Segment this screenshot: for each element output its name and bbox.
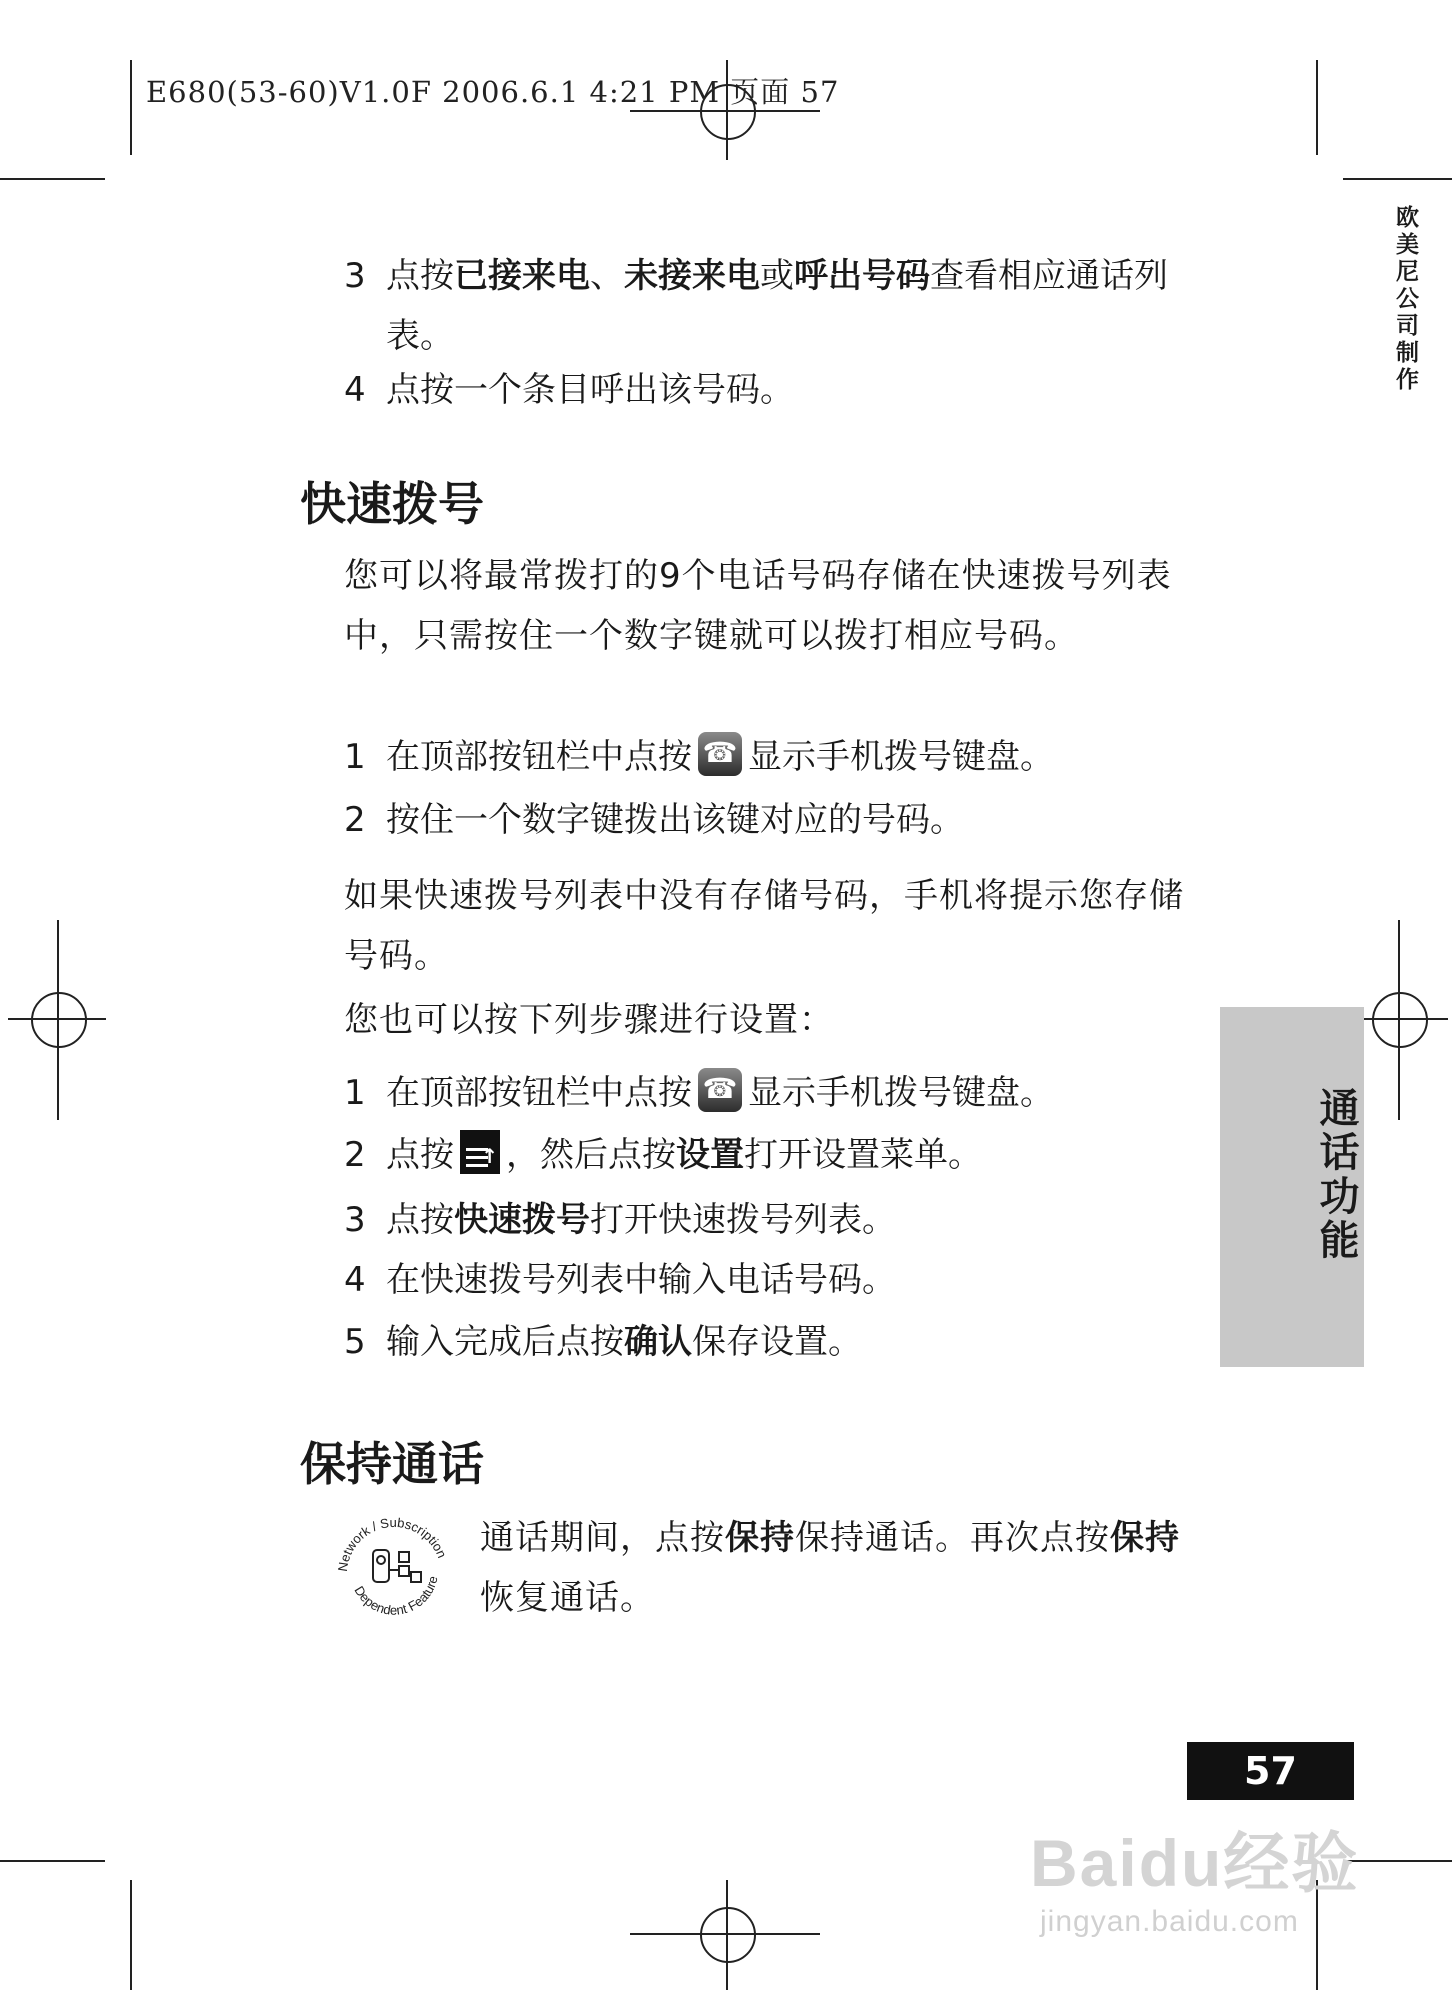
section-side-tab xyxy=(1220,1007,1364,1367)
step-number: 1 xyxy=(344,737,366,777)
badge-bottom-text: Dependent Feature xyxy=(351,1574,441,1618)
step-number: 3 xyxy=(344,1200,366,1240)
crop-mark xyxy=(1316,60,1318,155)
step-3-top xyxy=(344,246,1194,366)
step-text: 在快速拨号列表中输入电话号码。 xyxy=(386,1260,896,1300)
setup-step-2 xyxy=(344,1125,1194,1185)
registration-mark xyxy=(1372,992,1428,1048)
step-text: 点按已接来电、未接来电或呼出号码查看相应通话列表。 xyxy=(386,256,1168,356)
step-number: 2 xyxy=(344,800,366,840)
speed-dial-step-2 xyxy=(344,790,1194,850)
badge-top-text: Network / Subscription xyxy=(334,1514,450,1573)
phone-dial-icon xyxy=(698,732,742,776)
page-number: 57 xyxy=(1187,1742,1354,1800)
section-heading-speed-dial: 快速拨号 xyxy=(300,477,484,531)
svg-text:Dependent Feature xyxy=(351,1574,440,1617)
hold-text: 通话期间，点按保持保持通话。再次点按保持恢复通话。 xyxy=(480,1518,1180,1618)
crop-mark xyxy=(1343,178,1452,180)
speed-dial-intro: 您可以将最常拨打的9个电话号码存储在快速拨号列表中，只需按住一个数字键就可以拨打相应号码。 xyxy=(344,556,1172,656)
baidu-watermark: Baidu经验 xyxy=(1030,1826,1360,1900)
crop-mark xyxy=(1343,1860,1452,1862)
menu-icon xyxy=(460,1130,500,1174)
registration-mark xyxy=(700,1907,756,1963)
step-number: 2 xyxy=(344,1135,366,1175)
step-text: 点按一个条目呼出该号码。 xyxy=(386,370,794,410)
step-number: 4 xyxy=(344,370,366,410)
step-number: 5 xyxy=(344,1322,366,1362)
crop-mark xyxy=(130,60,132,155)
setup-step-5 xyxy=(344,1312,1194,1372)
side-tab-label: 通话功能 xyxy=(1313,1087,1359,1263)
phone-dial-icon xyxy=(698,1068,742,1112)
step-text: 输入完成后点按确认保存设置。 xyxy=(386,1322,862,1362)
step-4-top xyxy=(344,360,1194,420)
speed-dial-also: 您也可以按下列步骤进行设置： xyxy=(344,1000,834,1040)
step-text: 点按快速拨号打开快速拨号列表。 xyxy=(386,1200,896,1240)
step-number: 4 xyxy=(344,1260,366,1300)
crop-mark xyxy=(130,1880,132,1990)
setup-step-1 xyxy=(344,1063,1194,1123)
print-header: E680(53-60)V1.0F 2006.6.1 4:21 PM 页面 57 xyxy=(146,75,840,109)
step-text: 在顶部按钮栏中点按☎ 显示手机拨号键盘。 xyxy=(386,727,1186,787)
step-number: 1 xyxy=(344,1073,366,1113)
setup-step-4 xyxy=(344,1250,1194,1310)
setup-step-3 xyxy=(344,1190,1194,1250)
network-subscription-badge xyxy=(333,1510,455,1632)
speed-dial-step-1 xyxy=(344,727,1194,787)
phone-person-icon xyxy=(373,1550,421,1582)
registration-mark xyxy=(31,992,87,1048)
step-text: 按住一个数字键拨出该键对应的号码。 xyxy=(386,800,964,840)
step-number: 3 xyxy=(344,256,366,296)
crop-mark xyxy=(0,178,105,180)
speed-dial-note: 如果快速拨号列表中没有存储号码，手机将提示您存储号码。 xyxy=(344,876,1184,976)
vertical-credit: 欧美尼公司制作 xyxy=(1392,205,1418,394)
baidu-watermark-url: jingyan.baidu.com xyxy=(1040,1905,1299,1938)
section-heading-hold: 保持通话 xyxy=(300,1437,484,1491)
step-text: 点按↑ ，然后点按设置打开设置菜单。 xyxy=(386,1125,1186,1185)
step-text: 在顶部按钮栏中点按☎ 显示手机拨号键盘。 xyxy=(386,1063,1186,1123)
crop-mark xyxy=(0,1860,105,1862)
svg-text:Network / Subscription xyxy=(335,1515,450,1572)
